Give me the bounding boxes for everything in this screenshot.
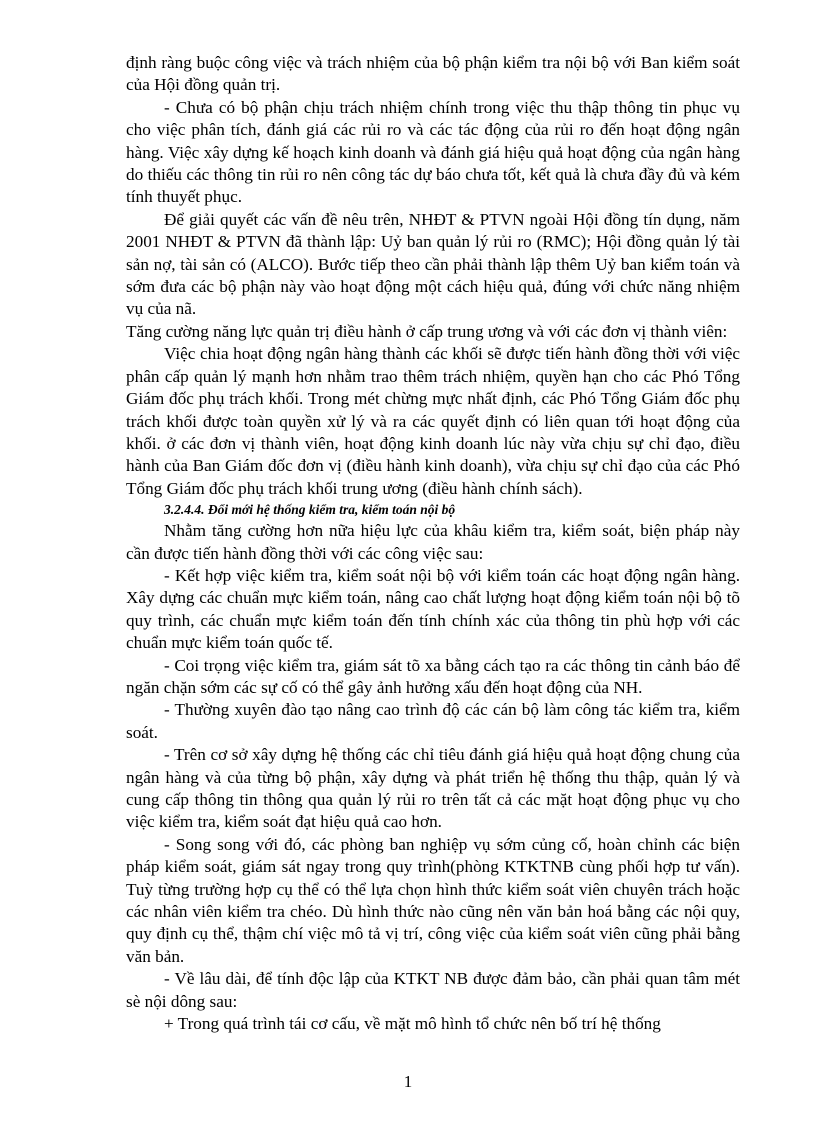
section-heading: 3.2.4.4. Đổi mới hệ thống kiểm tra, kiểm toán nội bộ bbox=[164, 502, 456, 518]
list-item: + Trong quá trình tái cơ cấu, về mặt mô hình tổ chức nên bố trí hệ thống bbox=[164, 1014, 661, 1034]
list-item: - Song song với đó, các phòng ban nghiệp vụ sớm củng cố, hoàn chỉnh các biện pháp kiểm soát, giám sát ngay trong quy trình(phòng KTKTNB cùng phối hợp tư vấn). Tuỳ từng trường hợp cụ thể có thể lựa chọn hình thức kiểm soát viên chuyên trách hoặc các nhân viên kiểm tra chéo. Dù hình thức nào cũng nên văn bản hoá bằng các nội quy, quy định cụ thể, thậm chí việc mô tả vị trí, công việc của kiểm soát viên cũng phải bằng văn bản. bbox=[126, 834, 740, 966]
list-item: - Coi trọng việc kiểm tra, giám sát tõ xa bằng cách tạo ra các thông tin cảnh báo để ngăn chặn sớm các sự cố có thể gây ảnh hưởng xấu đến hoạt động của NH. bbox=[126, 655, 740, 697]
page-number: 1 bbox=[403, 1072, 413, 1091]
paragraph: Việc chia hoạt động ngân hàng thành các khối sẽ được tiến hành đồng thời với việc phân cấp quản lý mạnh hơn nhằm trao thêm trách nhiệm, quyền hạn cho các Phó Tổng Giám đốc phụ trách khối. Trong mét chừng mực nhất định, các Phó Tổng Giám đốc phụ trách khối được toàn quyền xử lý và ra các quyết định có liên quan tới hoạt động của khối. ở các đơn vị thành viên, hoạt động kinh doanh lúc này vừa chịu sự chỉ đạo, điều hành của Ban Giám đốc đơn vị (điều hành kinh doanh), vừa chịu sự chỉ đạo của các Phó Tổng Giám đốc phụ trách khối trung ương (điều hành chính sách). bbox=[126, 344, 740, 498]
document-body bbox=[126, 52, 740, 1035]
list-item: - Về lâu dài, để tính độc lập của KTKT NB được đảm bảo, cần phải quan tâm mét sè nội dông sau: bbox=[126, 969, 740, 1011]
list-item: - Trên cơ sở xây dựng hệ thống các chỉ tiêu đánh giá hiệu quả hoạt động chung của ngân hàng và của từng bộ phận, xây dựng và phát triển hệ thống thu thập, quản lý và cung cấp thông tin thông qua quản lý rủi ro trên tất cả các mặt hoạt động phục vụ cho việc kiểm tra, kiểm soát đạt hiệu quả cao hơn. bbox=[126, 745, 740, 832]
paragraph: Nhằm tăng cường hơn nữa hiệu lực của khâu kiểm tra, kiểm soát, biện pháp này cần được tiến hành đồng thời với các công việc sau: bbox=[126, 521, 740, 563]
paragraph: Để giải quyết các vấn đề nêu trên, NHĐT & PTVN ngoài Hội đồng tín dụng, năm 2001 NHĐT & PTVN đã thành lập: Uỷ ban quản lý rủi ro (RMC); Hội đồng quản lý tài sản nợ, tài sản có (ALCO). Bước tiếp theo cần phải thành lập thêm Uỷ ban kiểm toán và sớm đưa các bộ phận này vào hoạt động một cách hiệu quả, đúng với chức năng nhiệm vụ của nã. bbox=[126, 209, 740, 319]
list-item: - Kết hợp việc kiểm tra, kiểm soát nội bộ với kiểm toán các hoạt động ngân hàng. Xây dựng các chuẩn mực kiểm toán, nâng cao chất lượng hoạt động kiểm toán nội bộ tõ quy trình, các chuẩn mực kiểm toán đến tính chính xác của thông tin phù hợp với các chuẩn mực kiểm toán quốc tế. bbox=[126, 565, 740, 653]
paragraph: - Chưa có bộ phận chịu trách nhiệm chính trong việc thu thập thông tin phục vụ cho việc phân tích, đánh giá các rủi ro và các tác động của rủi ro đến hoạt động ngân hàng. Việc xây dựng kế hoạch kinh doanh và đánh giá hiệu quả hoạt động của ngân hàng do thiếu các thông tin rủi ro nên công tác dự báo chưa tốt, kết quả là chưa đầy đủ và kém tính thuyết phục. bbox=[126, 97, 740, 207]
paragraph: định ràng buộc công việc và trách nhiệm của bộ phận kiểm tra nội bộ với Ban kiểm soát của Hội đồng quản trị. bbox=[126, 53, 740, 95]
list-item: - Thường xuyên đào tạo nâng cao trình độ các cán bộ làm công tác kiểm tra, kiểm soát. bbox=[126, 700, 740, 742]
subsection-title: Tăng cường năng lực quản trị điều hành ở cấp trung ương và với các đơn vị thành viên: bbox=[126, 321, 728, 341]
